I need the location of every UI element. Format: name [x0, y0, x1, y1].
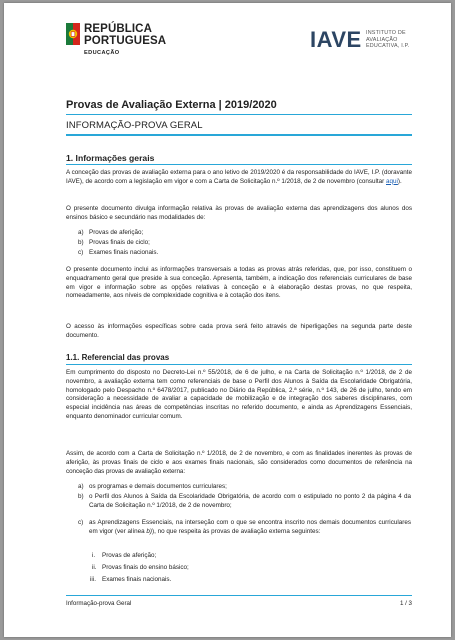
footer-divider: [66, 595, 412, 596]
sublist-item: i. Provas de aferição;: [92, 552, 157, 559]
section-1-paragraph-3: O presente documento inclui as informações transversais a todas as provas atrás referidas, que, por isso, constituem o enquadramento geral que preside à sua conceção. Apresenta, também, a indicação dos referenciais curriculares de base em vigor e informação sobre as opções relativas à conceção e à elaboração destas provas, no que respeita, nomeadamente, aos níveis de complexidade cognitiva e à cotação dos itens.: [66, 266, 412, 300]
section-1-divider: [66, 164, 412, 165]
document-title: Provas de Avaliação Externa | 2019/2020: [66, 99, 277, 111]
list-item: c) Exames finais nacionais.: [78, 249, 159, 256]
subtitle-divider: [66, 134, 412, 136]
iave-subtitle: INSTITUTO DE AVALIAÇÃO EDUCATIVA, I.P.: [366, 30, 410, 49]
section-1-1-divider: [66, 364, 412, 365]
list-item: b) o Perfil dos Alunos à Saída da Escolaridade Obrigatória, de acordo com o estipulado no ponto 2 da página 4 da Carta de Solicitação n.º 1/2018, de 2 de novembro;: [78, 493, 411, 509]
footer-document-name: Informação-prova Geral: [66, 600, 132, 607]
document-subtitle: INFORMAÇÃO-PROVA GERAL: [66, 120, 203, 131]
section-1-heading: 1. Informações gerais: [66, 153, 155, 163]
section-1-1-paragraph-1: Em cumprimento do disposto no Decreto-Lei n.º 55/2018, de 6 de julho, e na Carta de Solicitação n.º 1/2018, de 2 de novembro, a avaliação externa tem como referenciais de base o Perfil dos Alunos à Saída da Escolaridade Obrigatória, homologado pelo Despacho n.º 6478/2017, publicado no Diário da República, 2.ª série, n.º 143, de 26 de julho, tendo em consideração a necessidade de avaliar a capacidade de mobilização e de integração dos saberes disciplinares, com especial incidência nas áreas de competências inscritas no referido documento, e ainda as Aprendizagens Essenciais, enquanto denominador curricular comum.: [66, 369, 412, 420]
list-item: b) Provas finais de ciclo;: [78, 239, 150, 246]
section-1-1-paragraph-2: Assim, de acordo com a Carta de Solicitação n.º 1/2018, de 2 de novembro, e com as finalidades inerentes às provas de aferição, às provas finais de ciclo e aos exames finais nacionais, são considerados como documentos de referência na conceção das provas de avaliação externa:: [66, 450, 412, 475]
iave-wordmark: IAVE: [310, 27, 362, 52]
footer-page-number: 1 / 3: [399, 600, 412, 607]
section-1-paragraph-2: O presente documento divulga informação relativa às provas de avaliação externa das aprendizagens dos alunos dos ensinos básico e secundário nas modalidades de:: [66, 205, 412, 221]
sublist-item: ii. Provas finais do ensino básico;: [92, 564, 189, 571]
logo-line-2: PORTUGUESA: [84, 35, 167, 47]
sublist-item: iii. Exames finais nacionais.: [90, 576, 172, 583]
logo-subline: EDUCAÇÃO: [84, 50, 120, 56]
list-item: a) Provas de aferição;: [78, 229, 144, 236]
list-item: a) os programas e demais documentos curriculares;: [78, 483, 227, 490]
republic-emblem-icon: [66, 23, 80, 45]
section-1-1-heading: 1.1. Referencial das provas: [66, 353, 170, 362]
consultar-aqui-link[interactable]: aqui: [386, 177, 398, 185]
list-item: c) as Aprendizagens Essenciais, na interseção com o que se encontra inscrito nos demais documentos curriculares em vigor (ver alínea b)), no que respeita às provas de avaliação externa seguintes:: [78, 519, 411, 535]
document-page: [4, 3, 451, 637]
logo-line-1: REPÚBLICA: [84, 23, 152, 35]
section-1-paragraph-1: A conceção das provas de avaliação externa para o ano letivo de 2019/2020 é da responsabilidade do IAVE, I.P. (doravante IAVE), de acordo com a legislação em vigor e com a Carta de Solicitação n.º 1/2018, de 2 de novembro (consultar aqui).: [66, 169, 412, 185]
title-divider: [66, 114, 412, 115]
section-1-paragraph-4: O acesso às informações específicas sobre cada prova será feito através de hiperligações na segunda parte deste documento.: [66, 323, 412, 339]
